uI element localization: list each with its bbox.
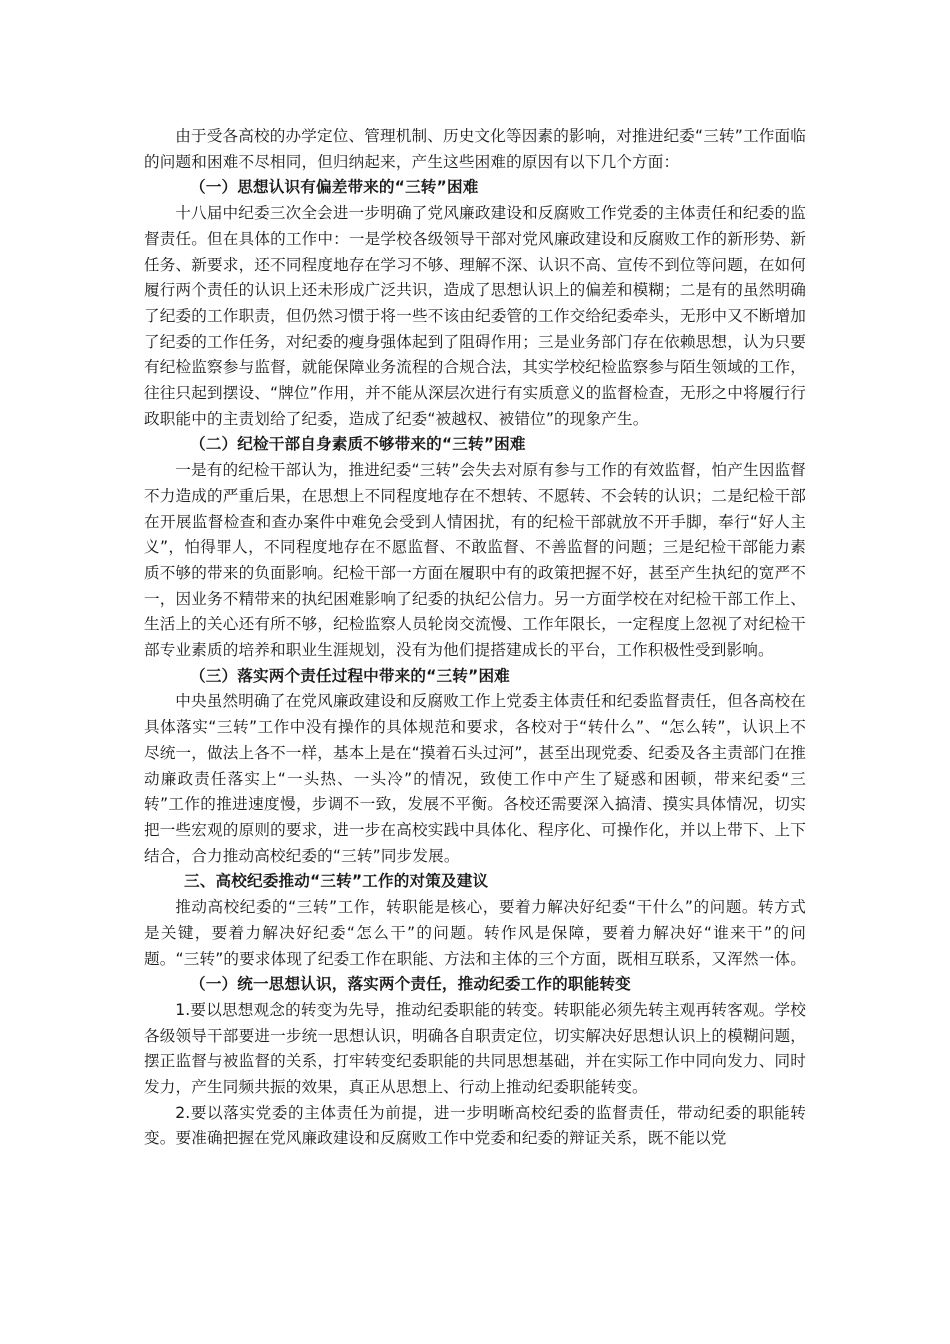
heading-ideological-difficulty: （一）思想认识有偏差带来的“三转”困难: [190, 178, 479, 197]
paragraph-item-2: 2.要以落实党委的主体责任为前提，进一步明晰高校纪委的监督责任，带动纪委的职能转变。要准确把握在党风廉政建设和反腐败工作中党委和纪委的辩证关系，既不能以党: [144, 1103, 806, 1148]
paragraph-ideological-difficulty: 十八届中纪委三次全会进一步明确了党风廉政建设和反腐败工作党委的主体责任和纪委的监督责任。但在具体的工作中：一是学校各级领导干部对党风廉政建设和反腐败工作的新形势、新任务、新要求，还不同程度地存在学习不够、理解不深、认识不高、宣传不到位等问题，在如何履行两个责任的认识上还未形成广泛共识，造成了思想认识上的偏差和模糊；二是有的虽然明确了纪委的工作职责，但仍然习惯于将一些不该由纪委管的工作交给纪委牵头，无形中又不断增加了纪委的工作任务，对纪委的瘦身强体起到了阻碍作用；三是业务部门存在依赖思想，认为只要有纪检监察参与监督，就能保障业务流程的合规合法，其实学校纪检监察参与陌生领域的工作，往往只起到摆设、“牌位”作用，并不能从深层次进行有实质意义的监督检查，无形之中将履行行政职能中的主责划给了纪委，造成了纪委“被越权、被错位”的现象产生。: [144, 204, 806, 428]
paragraph-item-1: 1.要以思想观念的转变为先导，推动纪委职能的转变。转职能必须先转主观再转客观。学校各级领导干部要进一步统一思想认识，明确各自职责定位，切实解决好思想认识上的模糊问题，摆正监督与被监督的关系，打牢转变纪委职能的共同思想基础，并在实际工作中同向发力、同时发力，产生同频共振的效果，真正从思想上、行动上推动纪委职能转变。: [144, 1000, 806, 1097]
section-heading-countermeasures: 三、高校纪委推动“三转”工作的对策及建议: [184, 872, 489, 891]
heading-responsibility-difficulty: （三）落实两个责任过程中带来的“三转”困难: [190, 666, 510, 685]
paragraph-cadre-quality-difficulty: 一是有的纪检干部认为，推进纪委“三转”会失去对原有参与工作的有效监督，怕产生因监督不力造成的严重后果，在思想上不同程度地存在不想转、不愿转、不会转的认识；二是纪检干部在开展监督检查和查办案件中难免会受到人情困扰，有的纪检干部就放不开手脚，奉行“好人主义”，怕得罪人，不同程度地存在不愿监督、不敢监督、不善监督的问题；三是纪检干部能力素质不够的带来的负面影响。纪检干部一方面在履职中有的政策把握不好，甚至产生执纪的宽严不一，因业务不精带来的执纪困难影响了纪委的执纪公信力。另一方面学校在对纪检干部工作上、生活上的关心还有所不够，纪检监察人员轮岗交流慢、工作年限长，一定程度上忽视了对纪检干部专业素质的培养和职业生涯规划，没有为他们提搭建成长的平台，工作积极性受到影响。: [144, 461, 806, 660]
intro-paragraph: 由于受各高校的办学定位、管理机制、历史文化等因素的影响，对推进纪委“三转”工作面临的问题和困难不尽相同，但归纳起来，产生这些困难的原因有以下几个方面：: [144, 127, 806, 171]
document-body: [144, 124, 806, 1152]
paragraph-responsibility-difficulty: 中央虽然明确了在党风廉政建设和反腐败工作上党委主体责任和纪委监督责任，但各高校在具体落实“三转”工作中没有操作的具体规范和要求，各校对于“转什么”、“怎么转”，认识上不尽统一，做法上各不一样，基本上是在“摸着石头过河”，甚至出现党委、纪委及各主责部门在推动廉政责任落实上“一头热、一头冷”的情况，致使工作中产生了疑惑和困顿，带来纪委“三转”工作的推进速度慢，步调不一致，发展不平衡。各校还需要深入搞清、摸实具体情况，切实把一些宏观的原则的要求，进一步在高校实践中具体化、程序化、可操作化，并以上带下、上下结合，合力推动高校纪委的“三转”同步发展。: [144, 692, 806, 865]
heading-unify-thinking: （一）统一思想认识，落实两个责任，推动纪委工作的职能转变: [190, 975, 631, 994]
heading-cadre-quality-difficulty: （二）纪检干部自身素质不够带来的“三转”困难: [190, 435, 526, 454]
paragraph-countermeasures: 推动高校纪委的“三转”工作，转职能是核心，要着力解决好纪委“干什么”的问题。转方式是关键，要着力解决好纪委“怎么干”的问题。转作风是保障，要着力解决好“谁来干”的问题。“三转”的要求体现了纪委工作在职能、方法和主体的三个方面，既相互联系，又浑然一体。: [144, 898, 806, 968]
